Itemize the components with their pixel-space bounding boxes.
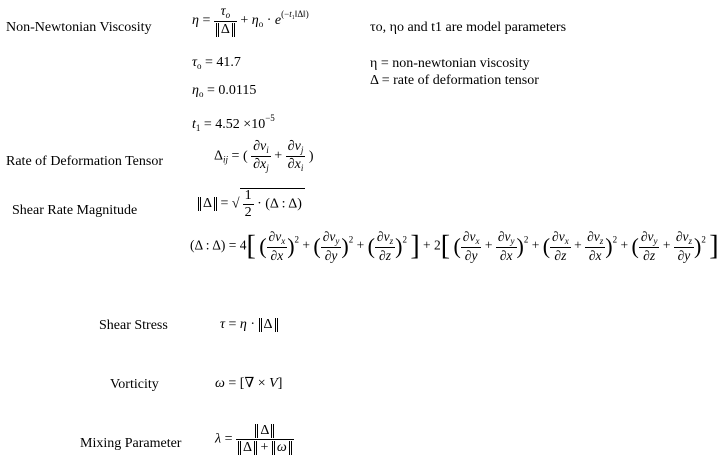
vorticity-equation: ω = [∇ × V] — [215, 376, 283, 391]
label-rate-of-deformation-tensor: Rate of Deformation Tensor — [6, 154, 163, 169]
shear-rate-equation: Δ = √ $\frac{1}{2}$ · (Δ : Δ) — [198, 188, 305, 220]
t1-value: $t_1 = 4.52 \times 10^{-5}$ — [192, 113, 275, 133]
label-non-newtonian-viscosity: Non-Newtonian Viscosity — [6, 20, 152, 35]
label-shear-stress: Shear Stress — [99, 318, 168, 333]
note-eta-definition: η = non-newtonian viscosity — [370, 56, 530, 71]
shear-stress-equation: τ = η · Δ — [220, 318, 278, 332]
t1-mantissa: 4.52 — [215, 117, 240, 132]
mixing-parameter-equation: λ = $\frac{\Delta}{\Delta + \omega}$ — [215, 424, 294, 455]
double-dot-product-equation: (Δ : Δ) = 4[ ( $\frac{\partial v_x}{\partial x}$ )$^2$ + ( $\frac{\partial v_y}{\partial y}$ )$^2$ + ( $\frac{\partial v_z}{\partial z}$ )$^2$ ] + 2[ ( $\frac{\partial v_x}{\partial y}$ + $\frac{\partial v_y}{\partial x}$ )$^2$ + ( $\frac{\partial v_x}{\partial z}$ + $\frac{\partial v_z}{\partial x}$ )$^2$ + ( $\frac{\partial v_y}{\partial z}$ + $\frac{\partial v_z}{\partial y}$ )$^2$ ] — [190, 229, 719, 263]
label-shear-rate-magnitude: Shear Rate Magnitude — [12, 203, 138, 218]
tau-o-value: $\tau_o = 41.7$ — [192, 55, 241, 71]
eta-o-number: 0.0115 — [218, 83, 257, 98]
t1-exponent: −5 — [265, 113, 275, 123]
note-delta-definition: Δ = rate of deformation tensor — [370, 73, 539, 88]
note-model-params: τo, ηo and t1 are model parameters — [370, 20, 567, 35]
tau-o-number: 41.7 — [216, 55, 241, 70]
viscosity-equation: η = $\frac{\tau_o}{\Delta}$ + $\eta_o \cdot e^{(-t_1‖\Delta‖)}$ — [192, 4, 309, 37]
deformation-tensor-equation: $\Delta_{ij}$ = ( $\frac{\partial v_i}{\partial x_j}$ + $\frac{\partial v_j}{\partial x_i}$ ) — [214, 139, 314, 173]
label-vorticity: Vorticity — [110, 377, 159, 392]
label-mixing-parameter: Mixing Parameter — [80, 436, 182, 451]
eta-o-value: $\eta_o = 0.0115$ — [192, 83, 257, 99]
